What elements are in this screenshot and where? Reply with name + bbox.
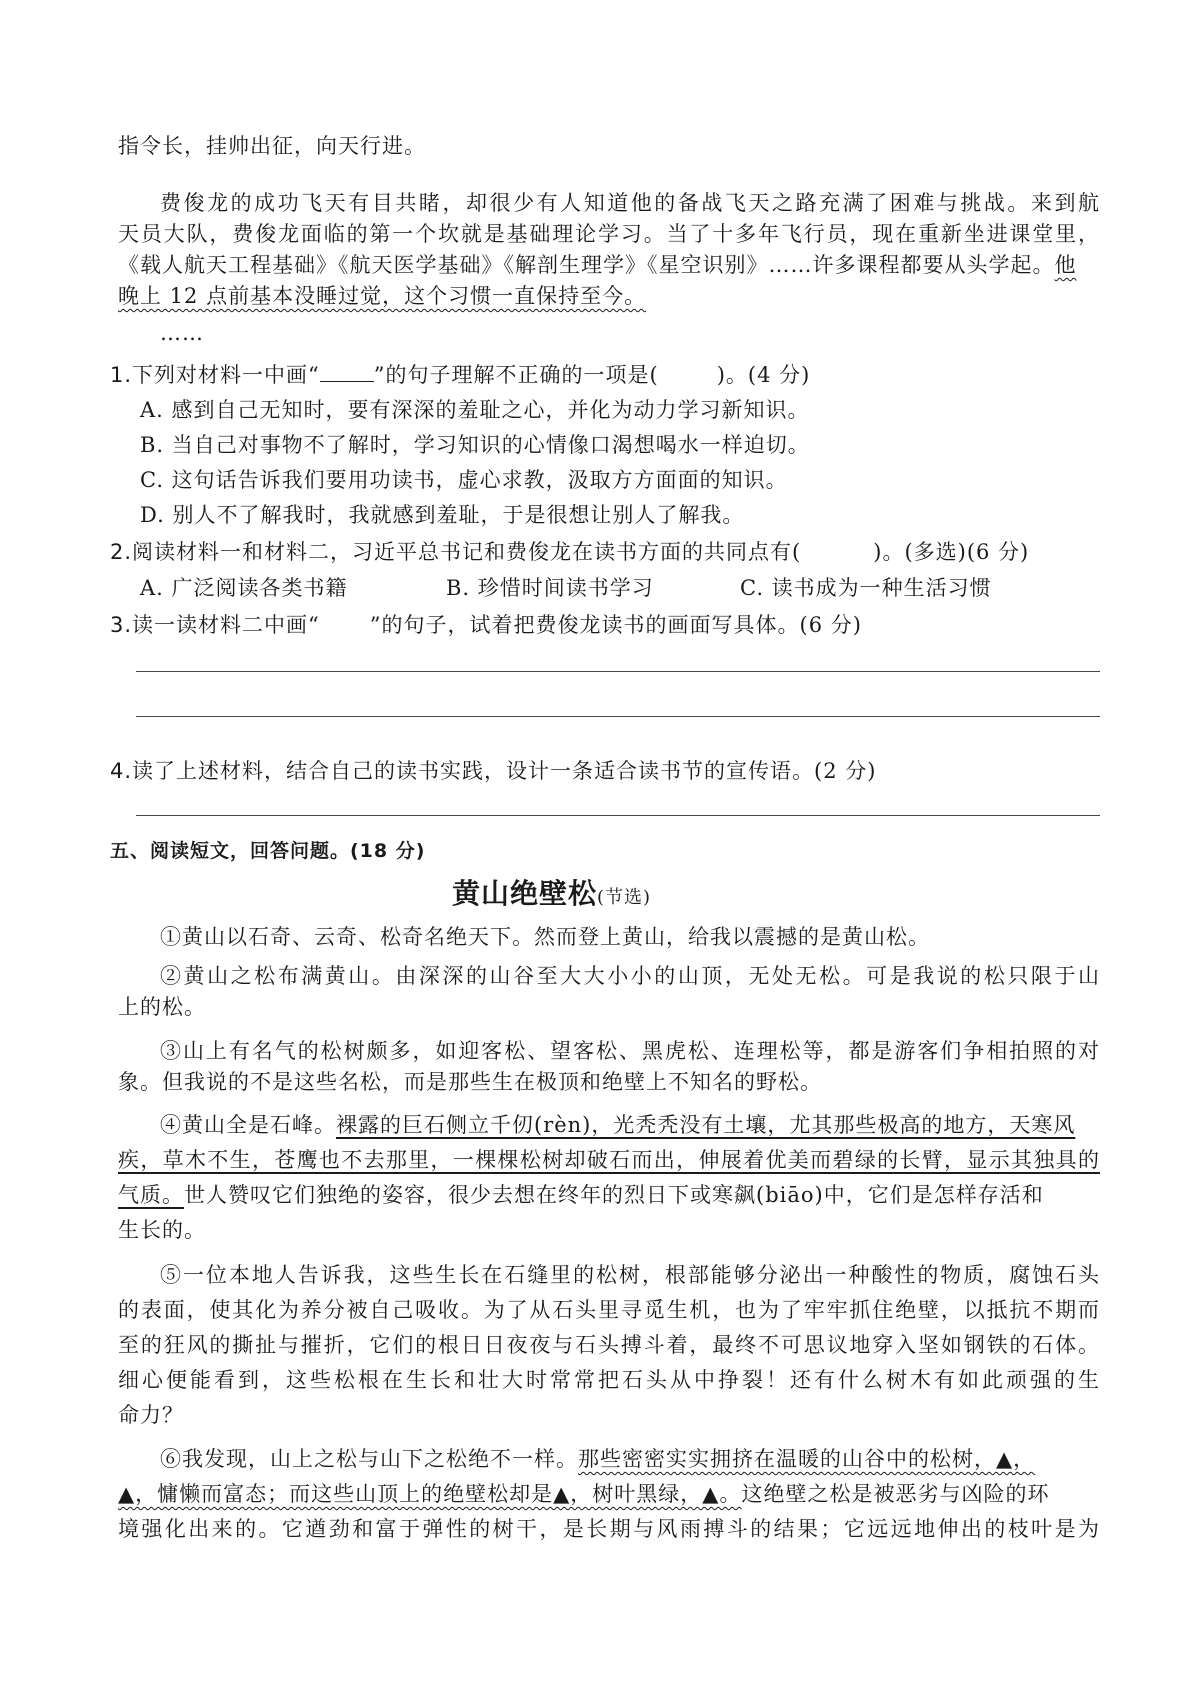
wavy-underlined-text: 他	[1054, 253, 1077, 277]
option-c: C. 这句话告诉我们要用功读书，虚心求教，汲取方方面面的知识。	[140, 468, 788, 492]
question-3	[110, 610, 862, 640]
title-text: 黄山绝壁松	[452, 877, 598, 910]
option-a: A. 感到自己无知时，要有深深的羞耻之心，并化为动力学习新知识。	[140, 398, 810, 422]
option-a: A. 广泛阅读各类书籍	[140, 576, 348, 600]
question-text: ”的句子，试着把费俊龙读书的画面写具体。(6 分)	[369, 613, 862, 637]
question-text: 下列对材料一中画“	[132, 363, 320, 387]
question-number: 4.	[110, 759, 133, 783]
paragraph-4-line: 生长的。	[118, 1218, 206, 1242]
question-text: 读一读材料二中画“	[132, 613, 320, 637]
paragraph-6-line: 境强化出来的。它遒劲和富于弹性的树干，是长期与风雨搏斗的结果；它远远地伸出的枝叶是为	[118, 1517, 1100, 1541]
plain-text: ⑥我发现，山上之松与山下之松绝不一样。	[160, 1447, 578, 1471]
paragraph-4-line	[118, 1145, 1100, 1176]
paragraph-1: ①黄山以石奇、云奇、松奇名绝天下。然而登上黄山，给我以震撼的是黄山松。	[160, 925, 930, 949]
question-4	[110, 756, 876, 786]
paragraph-3-line: ③山上有名气的松树颇多，如迎客松、望客松、黑虎松、连理松等，都是游客们争相拍照的对	[160, 1039, 1100, 1063]
answer-line[interactable]	[136, 671, 1100, 672]
option-d: D. 别人不了解我时，我就感到羞耻，于是很想让别人了解我。	[140, 503, 745, 527]
wavy-underlined-sentence: 晚上 12 点前基本没睡过觉，这个习惯一直保持至今。	[118, 284, 647, 308]
question-number: 3.	[110, 613, 133, 637]
ellipsis: ……	[160, 321, 204, 345]
paragraph-2-line: ②黄山之松布满黄山。由深深的山谷至大大小小的山顶，无处无松。可是我说的松只限于山	[160, 964, 1100, 988]
question-2	[110, 537, 1029, 567]
wavy-underlined-text: ▲，慵懒而富态；而这些山顶上的绝壁松却是▲，树叶黑绿，▲。	[118, 1482, 742, 1506]
paragraph-5-line: ⑤一位本地人告诉我，这些生长在石缝里的松树，根部能够分泌出一种酸性的物质，腐蚀石头	[160, 1263, 1100, 1287]
material-two-paragraph-line: 费俊龙的成功飞天有目共睹，却很少有人知道他的备战飞天之路充满了困难与挑战。来到航	[160, 191, 1100, 215]
paragraph-5-line: 至的狂风的撕扯与摧折，它们的根日日夜夜与石头搏斗着，最终不可思议地穿入坚如钢铁的石体。	[118, 1333, 1100, 1357]
question-1	[110, 360, 810, 390]
answer-line[interactable]	[136, 815, 1100, 816]
answer-line[interactable]	[136, 716, 1100, 717]
question-number: 2.	[110, 540, 133, 564]
question-text: ”的句子理解不正确的一项是(	[373, 363, 659, 387]
paragraph-6-line	[160, 1444, 1035, 1474]
question-text: )。(多选)(6 分)	[873, 540, 1030, 564]
underline-blank	[320, 365, 374, 382]
section-heading: 五、阅读短文，回答问题。(18 分)	[110, 840, 426, 862]
underlined-text: 裸露的巨石侧立千仞(rèn)，光秃秃没有土壤，尤其那些极高的地方，天寒风	[336, 1113, 1076, 1137]
subtitle-text: (节选)	[597, 887, 652, 908]
underlined-text: 气质。	[118, 1183, 184, 1207]
option-b: B. 珍惜时间读书学习	[446, 576, 654, 600]
paragraph-5-line: 命力？	[118, 1403, 184, 1427]
paragraph-5-line: 的表面，使其化为养分被自己吸收。为了从石头里寻觅生机，也为了牢牢抓住绝壁，以抵抗不期而	[118, 1298, 1100, 1322]
paragraph-4-line	[118, 1180, 1044, 1210]
paragraph-5-line: 细心便能看到，这些松根在生长和壮大时常常把石头从中挣裂！还有什么树木有如此顽强的生	[118, 1368, 1100, 1392]
paragraph-2-line: 上的松。	[118, 995, 206, 1019]
underlined-text: 疾，草木不生，苍鹰也不去那里，一棵棵松树却破石而出，伸展着优美而碧绿的长臂，显示其独具的	[118, 1148, 1100, 1172]
question-text: 读了上述材料，结合自己的读书实践，设计一条适合读书节的宣传语。(2 分)	[132, 759, 877, 783]
paragraph-3-line: 象。但我说的不是这些名松，而是那些生在极顶和绝壁上不知名的野松。	[118, 1070, 822, 1094]
material-two-paragraph-line	[118, 250, 1077, 280]
plain-text: 《载人航天工程基础》《航天医学基础》《解剖生理学》《星空识别》……许多课程都要从头学起。	[118, 253, 1055, 277]
question-text: 阅读材料一和材料二，习近平总书记和费俊龙在读书方面的共同点有(	[132, 540, 802, 564]
passage-title	[452, 874, 651, 918]
material-two-line: 指令长，挂帅出征，向天行进。	[118, 134, 426, 158]
question-number: 1.	[110, 363, 133, 387]
paragraph-6-line	[118, 1479, 1049, 1509]
plain-text: 这绝壁之松是被恶劣与凶险的环	[741, 1482, 1050, 1506]
option-c: C. 读书成为一种生活习惯	[740, 576, 992, 600]
option-b: B. 当自己对事物不了解时，学习知识的心情像口渴想喝水一样迫切。	[140, 433, 810, 457]
wavy-underline-sample	[320, 610, 370, 640]
material-two-paragraph-line	[118, 281, 646, 311]
wavy-underlined-text: 那些密密实实拥挤在温暖的山谷中的松树，▲，	[578, 1447, 1036, 1471]
plain-text: 世人赞叹它们独绝的姿容，很少去想在终年的烈日下或寒飙(biāo)中，它们是怎样存活和	[184, 1183, 1044, 1207]
plain-text: ④黄山全是石峰。	[160, 1113, 336, 1137]
material-two-paragraph-line: 天员大队，费俊龙面临的第一个坎就是基础理论学习。当了十多年飞行员，现在重新坐进课堂里，	[118, 222, 1100, 246]
question-text: )。(4 分)	[716, 363, 811, 387]
paragraph-4-line	[160, 1110, 1075, 1140]
